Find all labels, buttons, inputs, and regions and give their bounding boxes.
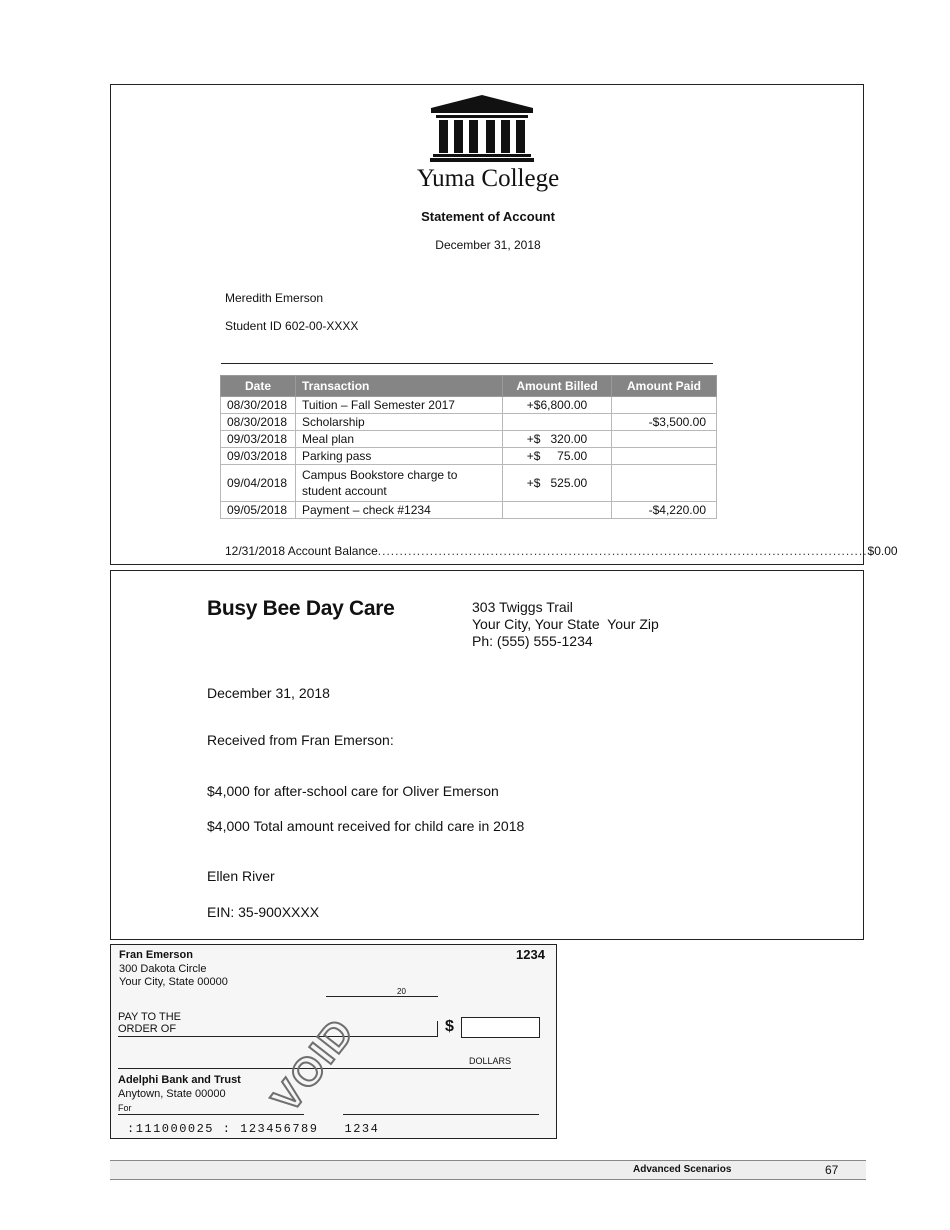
pay-to-label-line: PAY TO THE [118, 1011, 181, 1023]
micr-line: :111000025 : 123456789 1234 [127, 1122, 380, 1136]
table-header-row [221, 376, 717, 397]
dollar-sign: $ [445, 1018, 454, 1035]
statement-title: Statement of Account [421, 209, 555, 224]
payer-address: Your City, State 00000 [119, 976, 228, 988]
row-amount-billed [503, 502, 612, 519]
row-amount-billed [503, 414, 612, 431]
table-row [221, 431, 717, 448]
row-date: 08/30/2018 [221, 397, 296, 414]
voided-check [110, 944, 557, 1139]
row-date: 09/03/2018 [221, 448, 296, 465]
row-amount-paid: -$4,220.00 [612, 502, 717, 519]
payer-address: 300 Dakota Circle [119, 963, 207, 975]
row-transaction: Tuition – Fall Semester 2017 [296, 397, 503, 414]
row-amount-billed: +$6,800.00 [503, 397, 612, 414]
page-footer [110, 1160, 866, 1180]
check-number: 1234 [516, 947, 545, 962]
date-line [326, 996, 438, 997]
account-balance-line [225, 544, 898, 558]
receipt-total: $4,000 Total amount received for child care in 2018 [207, 818, 525, 834]
payee-line [118, 1036, 438, 1037]
transactions-table [220, 375, 717, 519]
statement-date: December 31, 2018 [435, 238, 541, 252]
signature-line [343, 1114, 539, 1115]
table-row [221, 448, 717, 465]
amount-box [461, 1017, 540, 1038]
dollars-label: DOLLARS [469, 1056, 512, 1066]
statement-of-account-panel [110, 84, 898, 565]
payee-line-end [437, 1021, 438, 1036]
daycare-address [472, 599, 659, 650]
receipt-signer: Ellen River [207, 868, 275, 884]
column-header-date: Date [221, 376, 296, 397]
row-amount-billed: +$ 75.00 [503, 448, 612, 465]
college-name: Yuma College [416, 165, 560, 192]
payer-name: Fran Emerson [119, 949, 193, 961]
row-amount-paid [612, 465, 717, 502]
row-transaction: Meal plan [296, 431, 503, 448]
row-amount-paid [612, 431, 717, 448]
pay-to-label [118, 1011, 181, 1035]
received-from: Received from Fran Emerson: [207, 732, 394, 748]
balance-label: 12/31/2018 Account Balance [225, 544, 378, 558]
row-date: 09/03/2018 [221, 431, 296, 448]
daycare-receipt-panel [110, 570, 864, 940]
column-header-transaction: Transaction [296, 376, 503, 397]
row-date: 09/04/2018 [221, 465, 296, 502]
row-amount-billed: +$ 525.00 [503, 465, 612, 502]
column-header-amount-billed: Amount Billed [503, 376, 612, 397]
row-date: 08/30/2018 [221, 414, 296, 431]
balance-value: $0.00 [867, 544, 898, 558]
daycare-name: Busy Bee Day Care [207, 597, 395, 620]
receipt-ein: EIN: 35-900XXXX [207, 904, 320, 920]
table-row [221, 397, 717, 414]
page-number: 67 [825, 1163, 839, 1177]
memo-label: For [118, 1103, 132, 1113]
student-name: Meredith Emerson [225, 291, 324, 305]
bank-address: Anytown, State 00000 [118, 1088, 226, 1100]
row-amount-billed: +$ 320.00 [503, 431, 612, 448]
date-label: 20 [397, 987, 406, 996]
row-transaction: Parking pass [296, 448, 503, 465]
memo-line [118, 1114, 304, 1115]
row-transaction: Scholarship [296, 414, 503, 431]
table-row [221, 414, 717, 431]
receipt-line-item: $4,000 for after-school care for Oliver Emerson [207, 783, 499, 799]
row-transaction: Campus Bookstore charge to student account [296, 465, 503, 502]
row-transaction: Payment – check #1234 [296, 502, 503, 519]
table-row [221, 465, 717, 502]
receipt-date: December 31, 2018 [207, 685, 330, 701]
footer-section-title: Advanced Scenarios [633, 1164, 732, 1175]
column-header-amount-paid: Amount Paid [612, 376, 717, 397]
table-row [221, 502, 717, 519]
row-amount-paid [612, 448, 717, 465]
divider [221, 363, 713, 364]
leader-dots: ................................................................................................................. [377, 544, 868, 558]
college-columns-logo-icon [427, 93, 537, 163]
student-id: Student ID 602-00-XXXX [225, 319, 359, 333]
row-amount-paid [612, 397, 717, 414]
bank-name: Adelphi Bank and Trust [118, 1074, 241, 1086]
pay-to-label-line: ORDER OF [118, 1023, 177, 1035]
phone-number: Ph: (555) 555-1234 [472, 633, 593, 649]
void-stamp: VOID [263, 1009, 364, 1121]
row-date: 09/05/2018 [221, 502, 296, 519]
address-line: Your City, Your State Your Zip [472, 616, 659, 632]
row-amount-paid: -$3,500.00 [612, 414, 717, 431]
address-line: 303 Twiggs Trail [472, 599, 573, 615]
